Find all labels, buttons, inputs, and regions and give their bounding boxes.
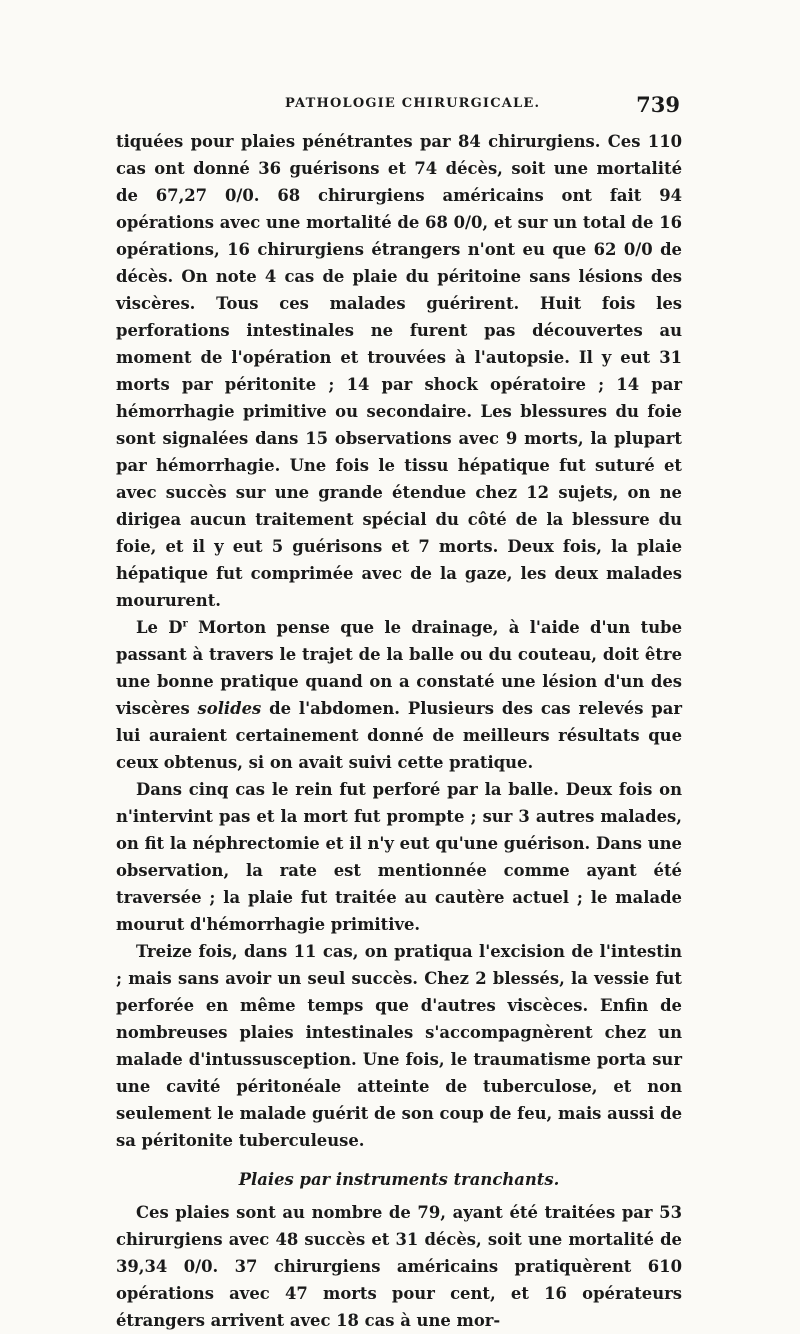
page-header — [110, 92, 680, 120]
paragraph-2-text-a: Morton pense que le drainage, à l'aide d'un tube passant à travers le trajet de la balle ou du couteau, doit être une bonne pratique quand on a constaté une lésion d'un des viscères — [116, 618, 682, 718]
paragraph-4: Treize fois, dans 11 cas, on pratiqua l'excision de l'intestin ; mais sans avoir un seul succès. Chez 2 blessés, la vessie fut perforée en même temps que d'autres viscèces. Enfin de nombreuses plaies intestinales s'accompagnèrent chez un malade d'intussusception. Une fois, le traumatisme porta sur une cavité péritonéale atteinte de tuberculose, et non seulement le malade guérit de son coup de feu, mais aussi de sa péritonite tuberculeuse. — [116, 942, 682, 1150]
paragraph-2 — [116, 614, 682, 776]
italic-word-solides: solides — [197, 699, 262, 718]
running-title: PATHOLOGIE CHIRURGICALE. — [285, 96, 541, 111]
page-number: 739 — [636, 92, 680, 117]
paragraph-5: Ces plaies sont au nombre de 79, ayant été traitées par 53 chirurgiens avec 48 succès et 31 décès, soit une mortalité de 39,34 0/0. 37 chirurgiens américains pratiquèrent 610 opérations avec 47 morts pour cent, et 16 opérateurs étrangers arrivent avec 18 cas à une mor- — [116, 1203, 682, 1330]
paragraph-3: Dans cinq cas le rein fut perforé par la balle. Deux fois on n'intervint pas et la mort fut prompte ; sur 3 autres malades, on fit la néphrectomie et il n'y eut qu'une guérison. Dans une observation, la rate est mentionnée comme ayant été traversée ; la plaie fut traitée au cautère actuel ; le malade mourut d'hémorrhagie primitive. — [116, 780, 682, 934]
section-heading: Plaies par instruments tranchants. — [238, 1170, 560, 1189]
paragraph-2-text-b: de l'abdomen. Plusieurs des cas relevés par lui auraient certainement donné de meilleurs résultats que ceux obtenus, si on avait suivi cette pratique. — [116, 699, 682, 772]
doctor-abbrev-superscript: r — [182, 618, 188, 630]
body-text — [116, 128, 682, 1334]
paragraph-2-start: Le D — [136, 618, 183, 637]
paragraph-1: tiquées pour plaies pénétrantes par 84 chirurgiens. Ces 110 cas ont donné 36 guérisons et 74 décès, soit une mortalité de 67,27 0/0. 68 chirurgiens américains ont fait 94 opérations avec une mortalité de 68 0/0, et sur un total de 16 opérations, 16 chirurgiens étrangers n'ont eu que 62 0/0 de décès. On note 4 cas de plaie du péritoine sans lésions des viscères. Tous ces malades guérirent. Huit fois les perforations intestinales ne furent pas découvertes au moment de l'opération et trouvées à l'autopsie. Il y eut 31 morts par péritonite ; 14 par shock opératoire ; 14 par hémorrhagie primitive ou secondaire. Les blessures du foie sont signalées dans 15 observations avec 9 morts, la plupart par hémorrhagie. Une fois le tissu hépatique fut suturé et avec succès sur une grande étendue chez 12 sujets, on ne dirigea aucun traitement spécial du côté de la blessure du foie, et il y eut 5 guérisons et 7 morts. Deux fois, la plaie hépatique fut comprimée avec de la gaze, les deux malades moururent. — [116, 132, 682, 610]
